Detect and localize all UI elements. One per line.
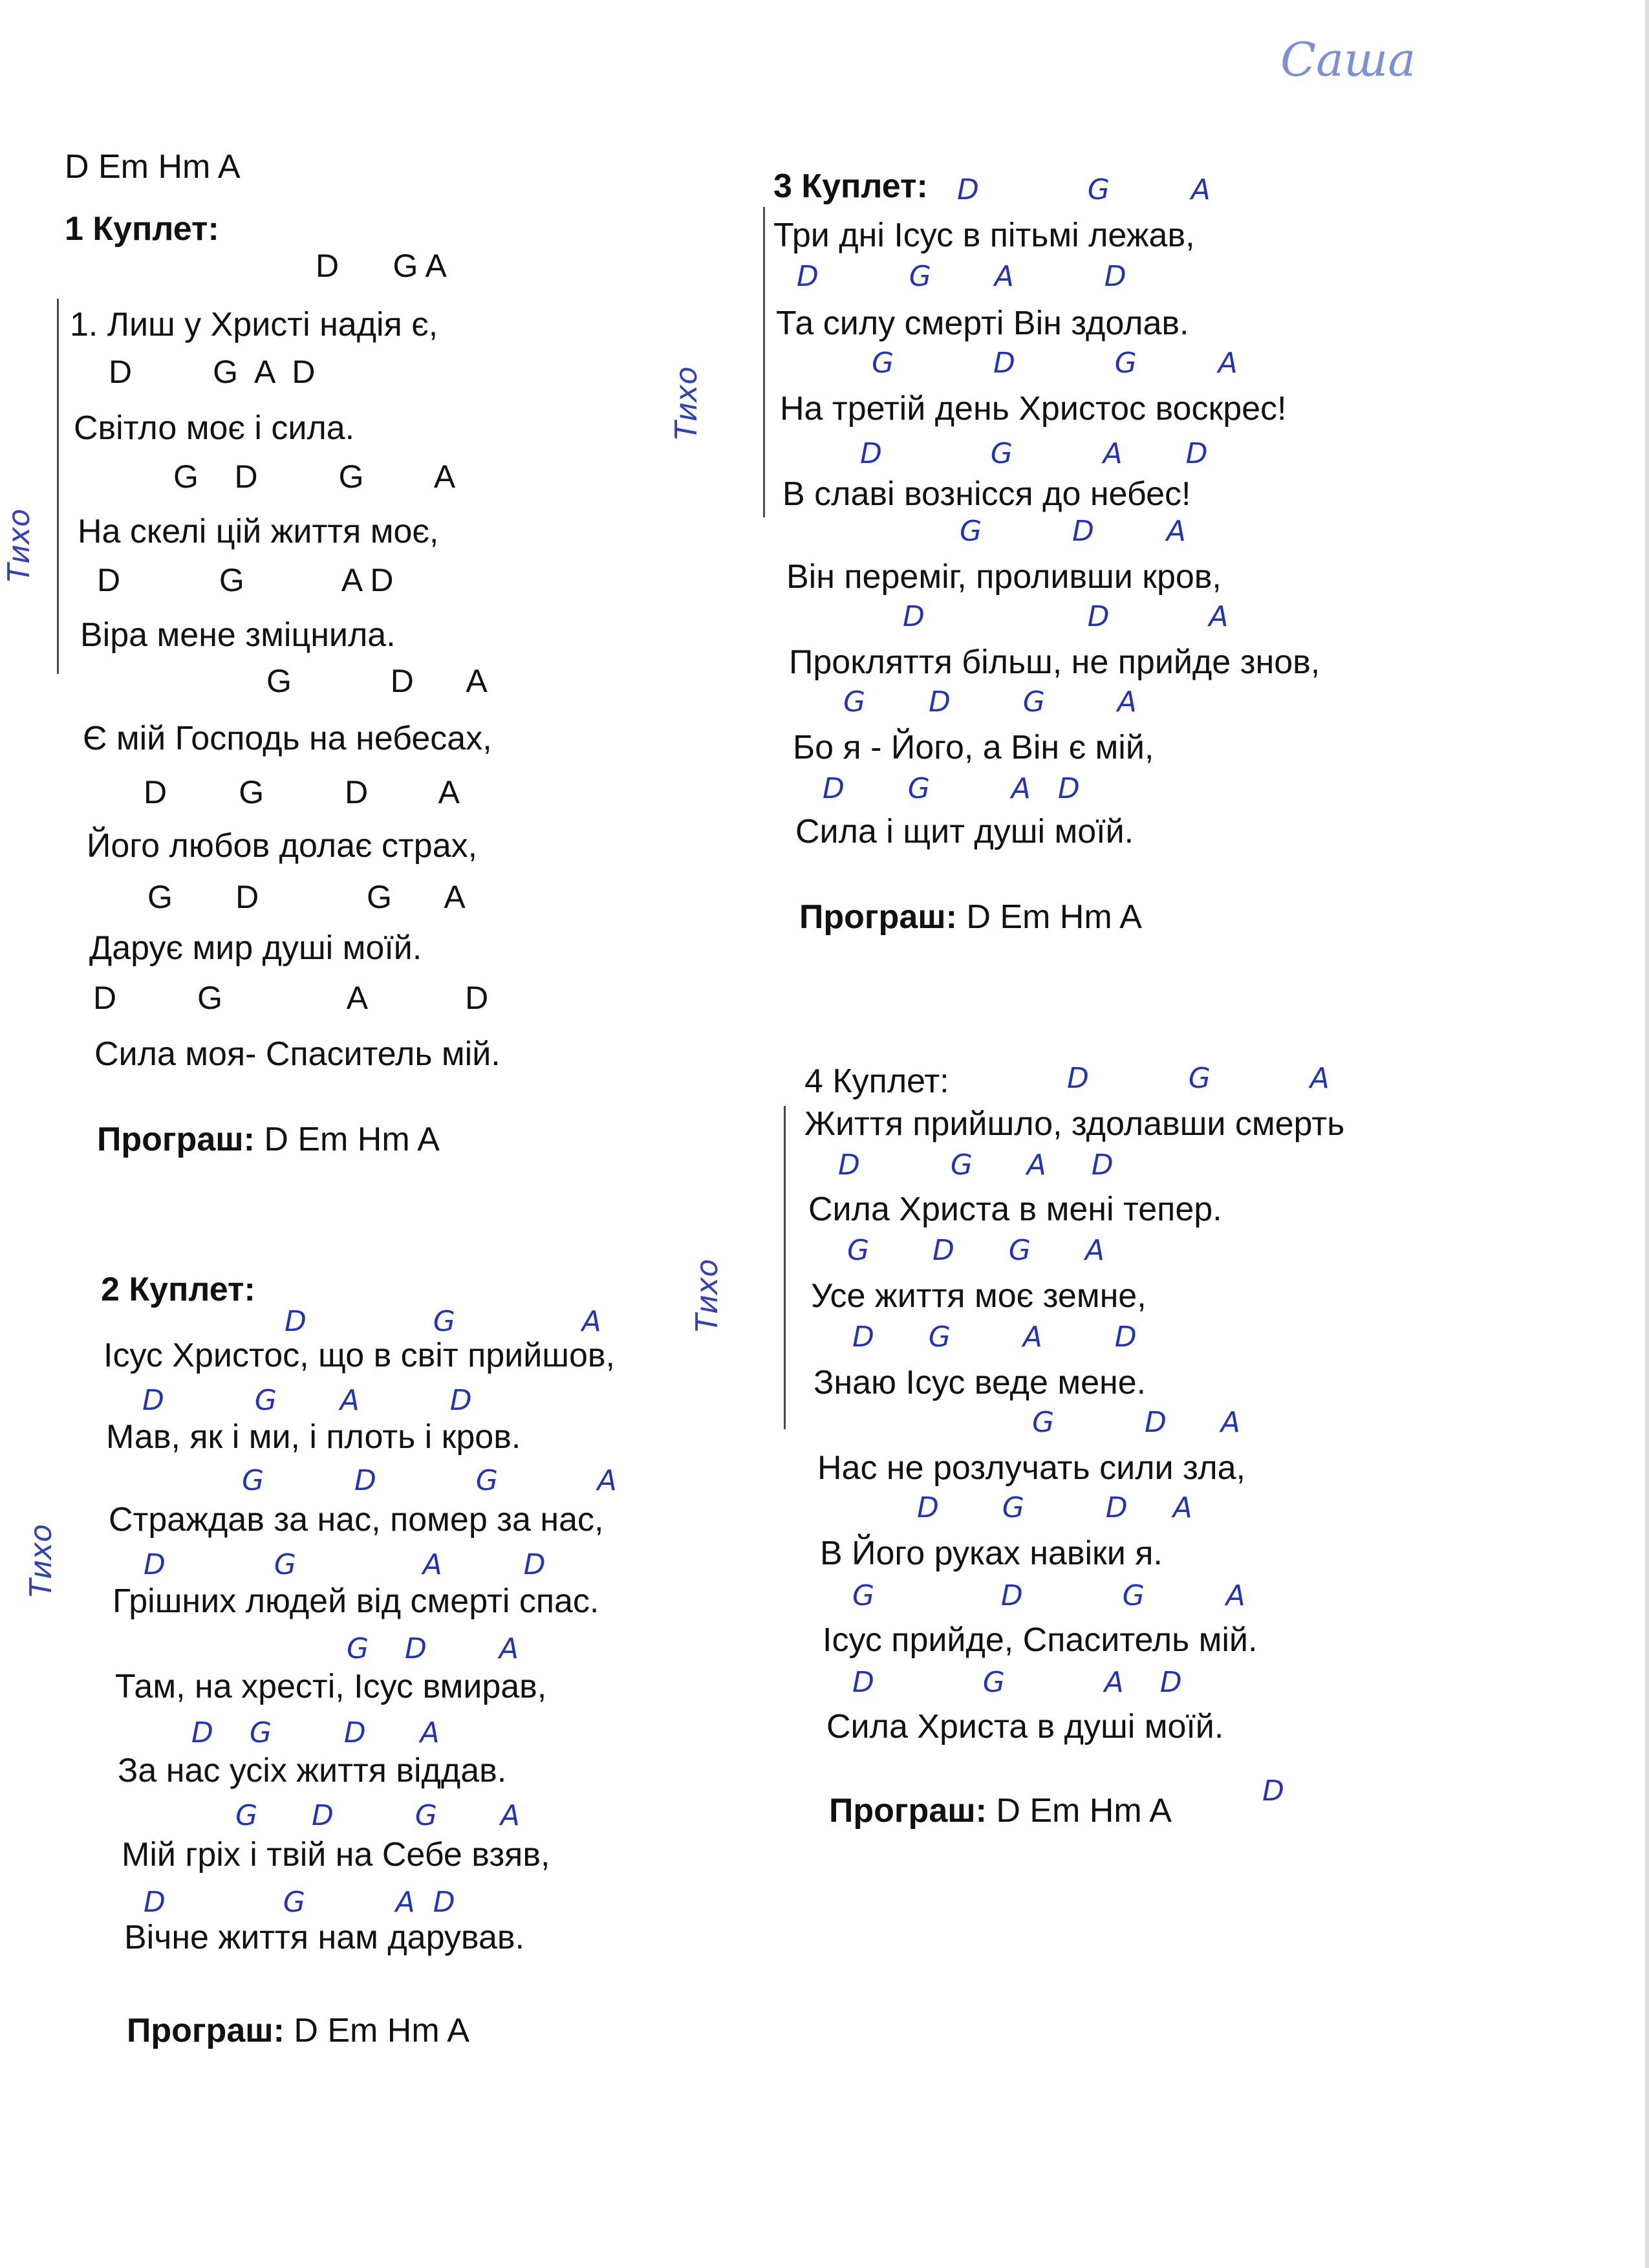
v4-line-4: Знаю Ісус веде мене.	[814, 1364, 1147, 1401]
trailing-chord: D	[1262, 1775, 1284, 1808]
v1-chord-8: D G A D	[93, 980, 489, 1016]
v4-chord-5: G D A	[1032, 1406, 1240, 1439]
v1-line-4: Віра мене зміцнила.	[80, 616, 396, 654]
v1-chord-1: D G A	[316, 248, 447, 284]
verse4-side-label: Тихо	[689, 1258, 724, 1332]
handwritten-name: Саша	[1280, 32, 1416, 87]
verse2-program: Програш: D Em Hm A	[127, 2012, 469, 2049]
v3-chord-8: D G A D	[823, 772, 1080, 805]
v4-chord-7: G D G A	[852, 1579, 1245, 1612]
v3-chord-1: D G A	[957, 173, 1211, 206]
v2-chord-5: G D A	[347, 1632, 519, 1665]
v3-line-4: В славі вознісся до небес!	[782, 475, 1191, 513]
v1-line-1: 1. Лиш у Христі надія є,	[70, 306, 438, 343]
v3-line-5: Він переміг, проливши кров,	[786, 558, 1222, 596]
v1-line-5: Є мій Господь на небесах,	[83, 720, 492, 757]
verse4-bracket	[784, 1106, 786, 1429]
v2-chord-6: D G D A	[191, 1716, 440, 1749]
v1-chord-2: D G A D	[109, 354, 316, 390]
v2-line-6: За нас усіх життя віддав.	[118, 1752, 507, 1789]
v3-chord-7: G D G A	[843, 686, 1137, 718]
v1-line-2: Світло моє і сила.	[74, 409, 355, 447]
verse3-title: 3 Куплет:	[773, 167, 928, 205]
verse1-program: Програш: D Em Hm A	[97, 1121, 440, 1158]
verse4-title: 4 Куплет:	[804, 1063, 949, 1100]
v3-chord-5: G D A	[960, 515, 1186, 548]
v4-line-1: Життя прийшло, здолавши смерть	[804, 1105, 1345, 1143]
v1-chord-7: G D G A	[147, 879, 466, 915]
verse2-title: 2 Куплет:	[101, 1271, 255, 1308]
v4-chord-6: D G D A	[917, 1491, 1192, 1524]
v3-line-8: Сила і щит душі моїй.	[795, 813, 1134, 850]
v2-chord-8: D G A D	[144, 1886, 455, 1919]
v2-line-2: Мав, як і ми, і плоть і кров.	[106, 1418, 521, 1456]
v4-line-2: Сила Христа в мені тепер.	[808, 1191, 1222, 1228]
verse1-title: 1 Куплет:	[65, 210, 219, 248]
v4-line-6: В Його руках навіки я.	[820, 1535, 1163, 1572]
v2-chord-3: G D G A	[242, 1464, 617, 1497]
v3-line-2: Та силу смерті Він здолав.	[776, 305, 1189, 342]
verse3-program: Програш: D Em Hm A	[799, 898, 1142, 936]
v4-line-5: Нас не розлучать сили зла,	[817, 1449, 1245, 1487]
v4-chord-2: D G A D	[838, 1149, 1114, 1182]
v3-chord-4: D G A D	[860, 437, 1208, 470]
verse1-side-label: Тихо	[1, 508, 36, 582]
v4-chord-4: D G A D	[852, 1321, 1137, 1354]
scan-edge	[1645, 0, 1649, 2268]
v2-chord-7: G D G A	[235, 1799, 520, 1832]
v4-chord-3: G D G A	[847, 1234, 1105, 1267]
v1-line-6: Його любов долає страх,	[87, 827, 478, 865]
v4-line-8: Сила Христа в душі моїй.	[826, 1708, 1224, 1745]
v2-line-3: Страждав за нас, помер за нас,	[109, 1501, 604, 1539]
v2-line-7: Мій гріх і твій на Себе взяв,	[122, 1836, 550, 1874]
v4-line-7: Ісус прийде, Спаситель мій.	[823, 1621, 1258, 1659]
verse3-bracket	[763, 207, 765, 517]
v2-line-8: Вічне життя нам дарував.	[124, 1919, 524, 1956]
v2-line-4: Грішних людей від смерті спас.	[113, 1582, 599, 1620]
v4-chord-8: D G A D	[852, 1666, 1182, 1699]
v2-chord-2: D G A D	[142, 1384, 472, 1417]
v3-chord-2: D G A D	[797, 260, 1126, 293]
verse2-side-label: Тихо	[23, 1524, 58, 1597]
v1-line-3: На скелі цій життя моє,	[78, 513, 439, 550]
verse4-program: Програш: D Em Hm A	[829, 1792, 1172, 1830]
v3-line-3: На третій день Христос воскрес!	[780, 390, 1287, 427]
v3-line-6: Прокляття більш, не прийде знов,	[789, 643, 1320, 681]
v1-chord-4: D G A D	[97, 562, 394, 598]
v2-chord-4: D G A D	[144, 1548, 546, 1581]
v1-chord-6: D G D A	[144, 774, 460, 810]
v3-chord-3: G D G A	[872, 347, 1238, 380]
v1-line-7: Дарує мир душі моїй.	[89, 929, 422, 967]
v2-line-5: Там, на хресті, Ісус вмирав,	[115, 1668, 547, 1705]
v1-chord-5: G D A	[266, 663, 488, 699]
verse3-side-label: Тихо	[669, 366, 704, 440]
v4-line-3: Усе життя моє земне,	[811, 1277, 1147, 1315]
v4-chord-1: D G A	[1067, 1062, 1330, 1095]
v2-chord-1: D G A	[285, 1305, 601, 1338]
intro-chords: D Em Hm A	[65, 148, 241, 186]
v1-line-8: Сила моя- Спаситель мій.	[94, 1035, 501, 1073]
v3-chord-6: D D A	[903, 600, 1229, 633]
v1-chord-3: G D G A	[173, 459, 456, 495]
v2-line-1: Ісус Христос, що в світ прийшов,	[103, 1337, 615, 1374]
verse1-bracket	[57, 299, 59, 674]
v3-line-1: Три дні Ісус в пітьмі лежав,	[773, 217, 1195, 254]
v3-line-7: Бо я - Його, а Він є мій,	[793, 729, 1154, 766]
